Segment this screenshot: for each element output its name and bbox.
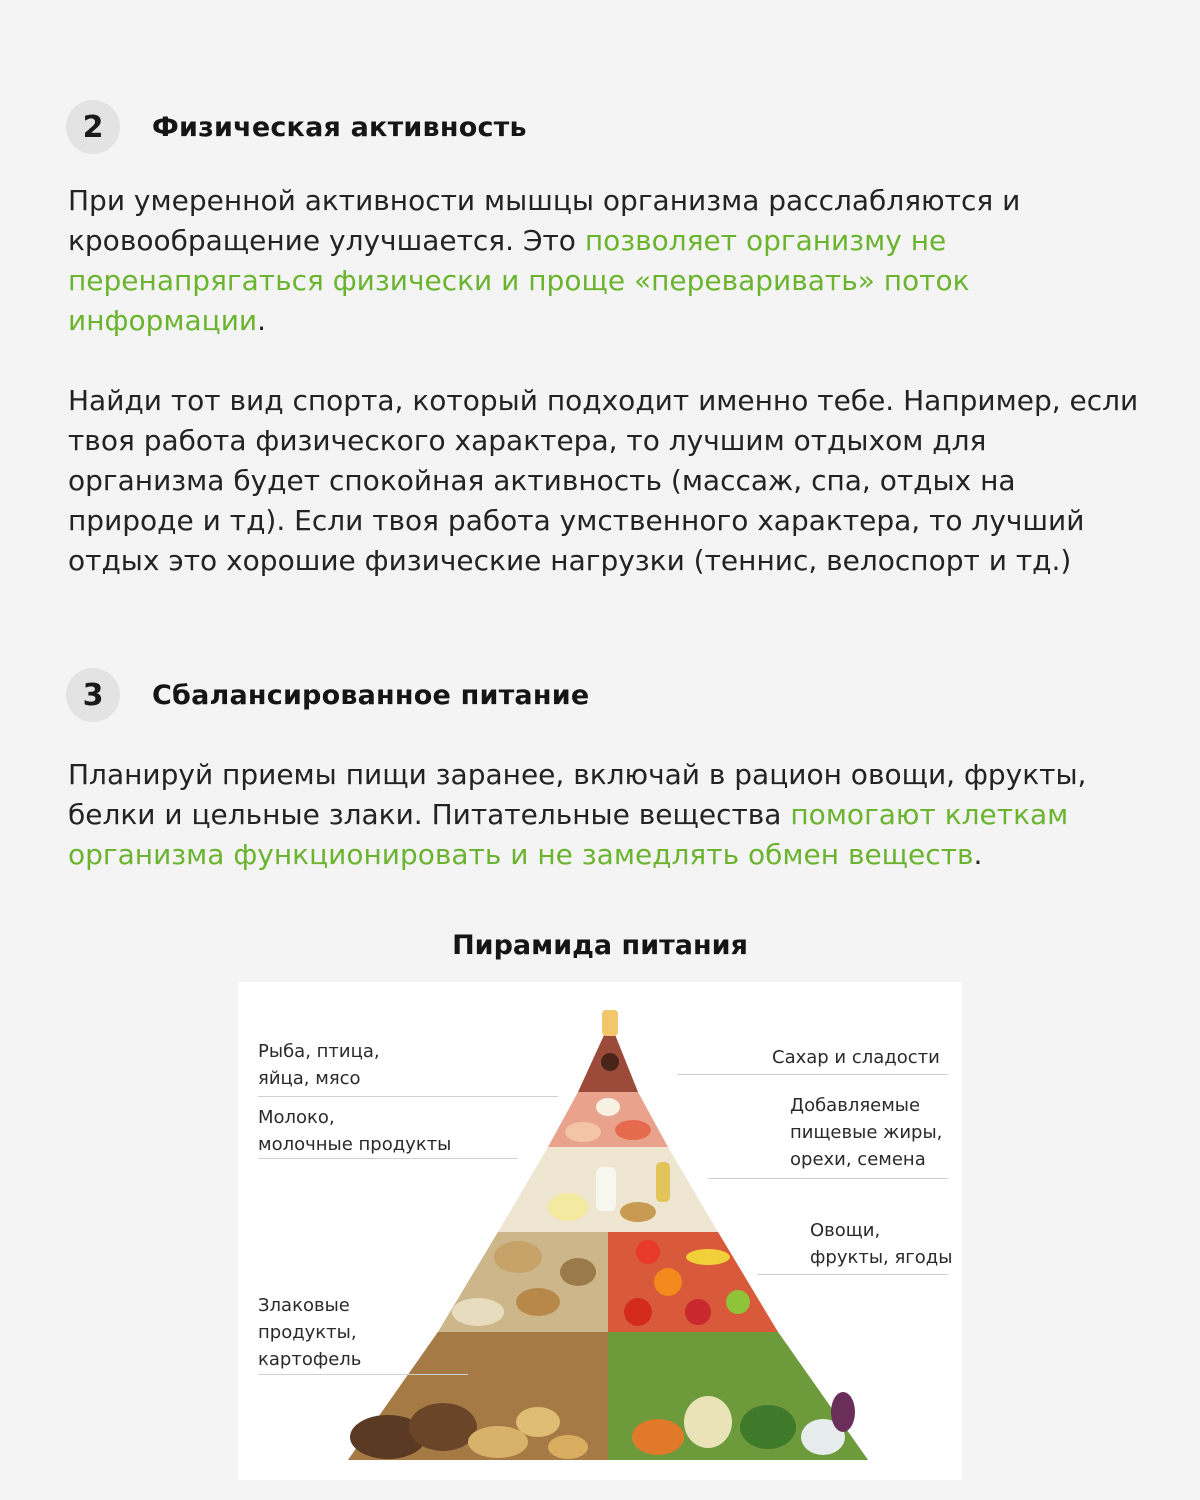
section-title: Физическая активность [152,111,527,143]
paragraph-text-end: . [973,838,983,871]
chocolate [601,1053,619,1071]
apple [685,1299,711,1325]
label-dairy: Молоко, молочные продукты [258,1107,452,1155]
paragraph-sport-advice: Найди тот вид спорта, который подходит именно тебе. Например, если твоя работа физического характера, то лучшим отдыхом для организма будет спокойная активность (массаж, спа, отдых на природе и тд). Если твоя работа умственного характера, то лучший отдых это хорошие физические нагрузки (теннис, велоспорт и тд.) [68,384,1139,577]
label-grains: Злаковые продукты, картофель [258,1295,362,1370]
tomato [624,1298,652,1326]
greens [740,1405,796,1449]
label-divider [258,1374,468,1375]
nuts [620,1202,656,1222]
honey-jar [602,1010,618,1036]
potato [516,1407,560,1437]
highlighted-text: позволяет организму не перенапрягаться физически и проще «переваривать» поток информации [68,224,970,337]
food-pyramid-figure [238,982,962,1480]
paragraph-activity-benefits [68,181,1148,341]
section-2-header [66,100,527,154]
label-divider [258,1158,518,1159]
kiwi [726,1290,750,1314]
pyramid-title: Пирамида питания [452,930,748,961]
paragraph-nutrition [68,755,1148,875]
potato [468,1426,528,1458]
paragraph-text: При умеренной активности мышцы организма расслабляются и кровообращение улучшается. Это [68,184,1021,257]
pasta [516,1288,560,1316]
berries [636,1240,660,1264]
label-fish-meat: Рыба, птица, яйца, мясо [258,1041,380,1089]
section-number-badge: 2 [66,100,120,154]
section-3-header [66,668,589,722]
rice [452,1298,504,1326]
cabbage [684,1396,732,1448]
carrots [632,1419,684,1455]
bread-slices [494,1241,542,1273]
paragraph-text-end: . [257,304,266,337]
paragraph-text: Планируй приемы пищи заранее, включай в рацион овощи, фрукты, белки и цельные злаки. Питательные вещества [68,758,1087,831]
label-divider [258,1096,558,1097]
salmon [615,1120,651,1140]
dark-bread [409,1403,477,1451]
potato [548,1435,588,1459]
cheese [548,1193,588,1221]
label-divider [708,1178,948,1179]
section-number-badge: 3 [66,668,120,722]
banana [686,1249,730,1265]
eggs [596,1098,620,1116]
orange [654,1268,682,1296]
highlighted-text: помогают клеткам организма функционировать и не замедлять обмен веществ [68,798,1069,871]
chicken [565,1122,601,1142]
label-divider [758,1274,948,1275]
label-vegetables-fruits: Овощи, фрукты, ягоды [810,1220,953,1268]
eggplant [831,1392,855,1432]
milk-bottle [596,1167,616,1211]
section-title: Сбалансированное питание [152,679,590,711]
label-sugar-sweets: Сахар и сладости [772,1047,940,1068]
oil-bottle [656,1162,670,1202]
label-divider [678,1074,948,1075]
beans [560,1258,596,1286]
label-fats-nuts: Добавляемые пищевые жиры, орехи, семена [790,1095,943,1170]
